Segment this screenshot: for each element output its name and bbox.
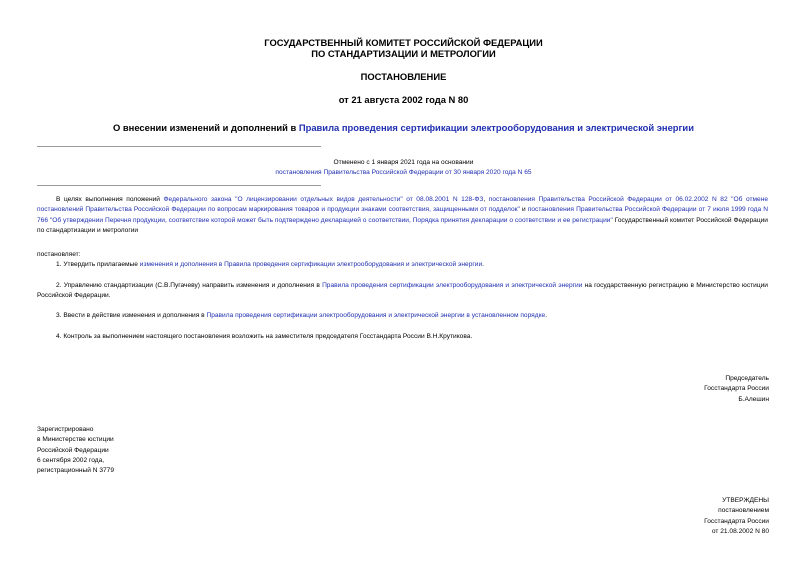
item-3-end: .	[545, 312, 548, 319]
resolves-label: постановляет:	[37, 251, 81, 258]
registration-line-5: регистрационный N 3779	[37, 467, 115, 475]
item-1-text: 1. Утвердить прилагаемые	[56, 261, 140, 268]
item-3-rules-link[interactable]: Правила проведения сертификации электрооборудования и электрической энергии в установленном порядке	[206, 312, 546, 319]
item-1-changes-link[interactable]: изменения и дополнения в Правила проведения сертификации электрооборудования и электрической энергии	[139, 261, 483, 268]
registration-line-1: Зарегистрировано	[37, 426, 94, 433]
item-4: 4. Контроль за выполнением настоящего постановления возложить на заместителя председателя Госстандарта России В.Н.Крутикова.	[56, 333, 473, 340]
item-1-end: .	[482, 261, 484, 268]
item-2-end: на государственную регистрацию в Министерство юстиции Российской Федерации.	[37, 282, 768, 300]
page-title	[0, 122, 807, 133]
approval-line-4: от 21.08.2002 N 80	[711, 527, 769, 535]
divider-top	[37, 146, 321, 147]
item-3	[37, 311, 768, 321]
divider-bottom	[37, 185, 321, 186]
registration-line-4: 6 сентября 2002 года,	[37, 456, 105, 464]
intro-paragraph	[37, 195, 768, 236]
title-prefix: О внесении изменений и дополнений в	[113, 122, 299, 133]
registration-block	[37, 425, 114, 476]
item-2-text: 2. Управлению стандартизации (С.В.Пугачеву) направить изменения и дополнения в	[56, 282, 323, 289]
title-rules-link[interactable]: Правила проведения сертификации электрооборудования и электрической энергии	[298, 122, 694, 133]
federal-law-link[interactable]: Федерального закона "О лицензировании отдельных видов деятельности" от 08.08.2001 N 128-ФЗ	[163, 196, 484, 203]
government-decree-82-link[interactable]: постановления Правительства Российской Федерации от 06.02.2002 N 82 "Об отмене постановлений Правительства Российской Федерации по вопросам маркирования товаров и продукции знаками соответствия, защищенными от подделок"	[37, 196, 769, 214]
intro-text-4: Государственный комитет Российской Федерации по стандартизации и метрологии	[37, 216, 768, 234]
signature-position: Председатель	[725, 375, 769, 382]
item-2	[37, 281, 768, 302]
approval-line-2: постановлением	[718, 507, 769, 515]
intro-text-3: и	[519, 206, 528, 214]
signature-organization: Госстандарта России	[704, 385, 769, 393]
document-date-number: от 21 августа 2002 года N 80	[338, 94, 469, 105]
intro-text-1: В целях выполнения положений	[56, 196, 164, 203]
approval-line-3: Госстандарта России	[704, 517, 769, 525]
document-type: ПОСТАНОВЛЕНИЕ	[360, 71, 447, 82]
item-2-rules-link[interactable]: Правила проведения сертификации электрооборудования и электрической энергии	[322, 282, 583, 289]
cancellation-link-line	[0, 168, 807, 178]
item-3-text: 3. Ввести в действие изменения и дополнения в	[56, 312, 207, 319]
approval-line-1: УТВЕРЖДЕНЫ	[722, 497, 769, 504]
item-1	[37, 260, 768, 270]
cancellation-note: Отменено с 1 января 2021 года на основании	[333, 159, 474, 166]
government-decree-766-link[interactable]: постановления Правительства Российской Федерации от 7 июля 1999 года N 766 "Об утверждении Перечня продукции, соответствие которой может быть подтверждено декларацией о соответствии, Порядка принятия декларации о соответствии и ее регистрации"	[37, 206, 768, 224]
signature-block	[704, 374, 769, 405]
header-committee-line1: ГОСУДАРСТВЕННЫЙ КОМИТЕТ РОССИЙСКОЙ ФЕДЕРАЦИИ	[264, 37, 543, 48]
registration-line-2: в Министерстве юстиции	[37, 436, 114, 444]
intro-text-2: ,	[483, 196, 489, 203]
signature-name: Б.Алешин	[738, 395, 769, 403]
approval-block	[704, 496, 769, 537]
cancellation-decree-link[interactable]: постановления Правительства Российской Федерации от 30 января 2020 года N 65	[275, 169, 532, 176]
registration-line-3: Российской Федерации	[37, 446, 109, 454]
header-committee-line2: ПО СТАНДАРТИЗАЦИИ И МЕТРОЛОГИИ	[311, 48, 496, 59]
